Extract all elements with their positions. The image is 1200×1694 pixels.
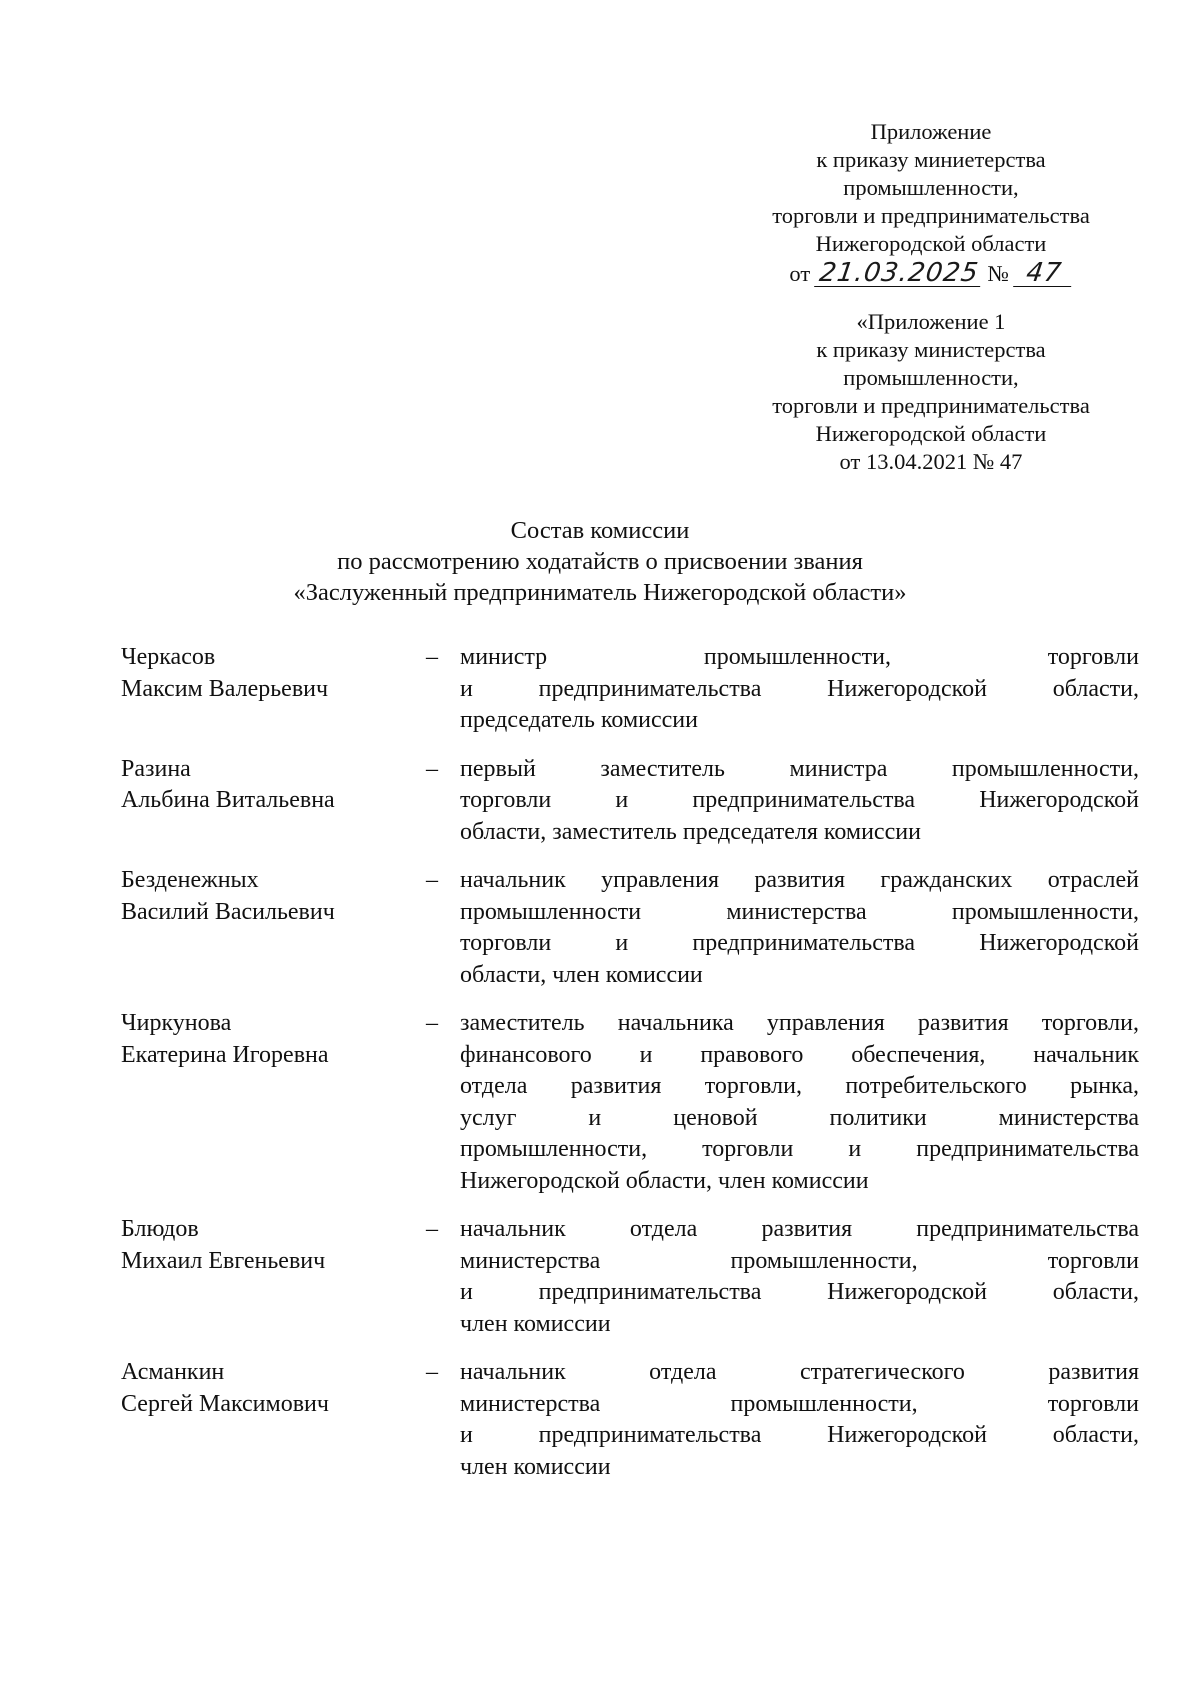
member-row <box>121 1008 1139 1197</box>
number-sign: № <box>987 261 1009 286</box>
member-row <box>121 1214 1139 1340</box>
annex1-line: промышленности, <box>843 365 1019 390</box>
member-dash: – <box>426 1010 438 1036</box>
annex1-line: торговли и предпринимательства <box>772 393 1090 418</box>
member-position-line: первый заместитель министра промышленности, <box>460 755 1139 782</box>
annex1-line: Нижегородской области <box>815 421 1047 446</box>
member-position-line: начальник управления развития гражданских отраслей <box>460 867 1139 893</box>
member-position-line: торговли и предпринимательства Нижегородской <box>460 787 1139 813</box>
approval-line: Нижегородской области <box>815 231 1047 256</box>
title-line: Состав комиссии <box>510 517 690 544</box>
member-position <box>460 1008 1139 1197</box>
member-position-line: член комиссии <box>460 1310 611 1337</box>
member-surname: Черкасов <box>121 644 216 670</box>
order-date-line <box>741 260 1121 288</box>
member-position-line: торговли и предпринимательства Нижегородской <box>460 930 1139 956</box>
member-given: Екатерина Игоревна <box>121 1041 329 1068</box>
approval-line: промышленности, <box>843 175 1019 200</box>
member-position <box>460 1214 1139 1340</box>
member-row <box>121 754 1139 849</box>
member-position-line: области, член комиссии <box>460 961 703 988</box>
member-row <box>121 865 1139 991</box>
document-title <box>150 515 1050 608</box>
approval-line: Приложение <box>870 119 992 144</box>
member-position-line: промышленности министерства промышленности, <box>460 898 1139 925</box>
member-dash: – <box>426 644 438 670</box>
member-given: Альбина Витальевна <box>121 787 335 813</box>
member-position-line: начальник отдела стратегического развития <box>460 1359 1139 1385</box>
member-name <box>121 1214 404 1340</box>
annex1-header <box>741 308 1121 476</box>
member-given: Михаил Евгеньевич <box>121 1247 326 1274</box>
member-position-line: заместитель начальника управления развития торговли, <box>460 1010 1139 1036</box>
commission-members-list <box>121 642 1139 1500</box>
annex1-line: от 13.04.2021 № 47 <box>839 449 1023 474</box>
member-position-line: области, заместитель председателя комиссии <box>460 818 921 845</box>
member-name <box>121 754 404 849</box>
member-position-line: промышленности, торговли и предпринимательства <box>460 1136 1139 1162</box>
member-given: Максим Валерьевич <box>121 675 329 702</box>
annex1-line: «Приложение 1 <box>856 309 1006 334</box>
member-position <box>460 642 1139 737</box>
member-surname: Чиркунова <box>121 1010 232 1036</box>
member-name <box>121 1357 404 1483</box>
member-position-line: финансового и правового обеспечения, начальник <box>460 1041 1139 1068</box>
approval-line: торговли и предпринимательства <box>772 203 1090 228</box>
member-name <box>121 865 404 991</box>
member-name <box>121 642 404 737</box>
member-position-line: и предпринимательства Нижегородской области, <box>460 675 1139 702</box>
member-position-line: председатель комиссии <box>460 707 698 733</box>
title-line: по рассмотрению ходатайств о присвоении звания <box>337 548 863 575</box>
member-position <box>460 1357 1139 1483</box>
member-position-line: министерства промышленности, торговли <box>460 1247 1139 1274</box>
member-row <box>121 1357 1139 1483</box>
handwritten-date: 21.03.2025 <box>814 260 984 287</box>
date-prefix: от <box>789 261 811 286</box>
member-dash: – <box>426 1216 438 1242</box>
member-position-line: начальник отдела развития предпринимательства <box>460 1216 1139 1242</box>
member-given: Василий Васильевич <box>121 898 335 925</box>
member-position-line: Нижегородской области, член комиссии <box>460 1167 869 1194</box>
member-surname: Асманкин <box>121 1359 225 1385</box>
handwritten-number: 47 <box>1013 260 1075 287</box>
member-row <box>121 642 1139 737</box>
approval-line: к приказу миниетерства <box>816 147 1046 172</box>
member-position-line: и предпринимательства Нижегородской области, <box>460 1422 1139 1448</box>
title-line: «Заслуженный предприниматель Нижегородской области» <box>293 579 907 606</box>
member-dash: – <box>426 1359 438 1385</box>
member-position-line: услуг и ценовой политики министерства <box>460 1104 1139 1131</box>
approval-header <box>741 118 1121 288</box>
member-surname: Безденежных <box>121 867 259 893</box>
member-surname: Блюдов <box>121 1216 199 1242</box>
member-position-line: министерства промышленности, торговли <box>460 1390 1139 1417</box>
member-name <box>121 1008 404 1197</box>
member-given: Сергей Максимович <box>121 1390 329 1417</box>
member-position-line: член комиссии <box>460 1453 611 1480</box>
member-dash: – <box>426 755 438 782</box>
member-position <box>460 754 1139 849</box>
member-position-line: отдела развития торговли, потребительского рынка, <box>460 1073 1139 1099</box>
member-position-line: министр промышленности, торговли <box>460 644 1139 670</box>
member-position-line: и предпринимательства Нижегородской области, <box>460 1279 1139 1305</box>
member-dash: – <box>426 867 438 893</box>
member-surname: Разина <box>121 755 191 782</box>
annex1-line: к приказу министерства <box>816 337 1046 362</box>
member-position <box>460 865 1139 991</box>
